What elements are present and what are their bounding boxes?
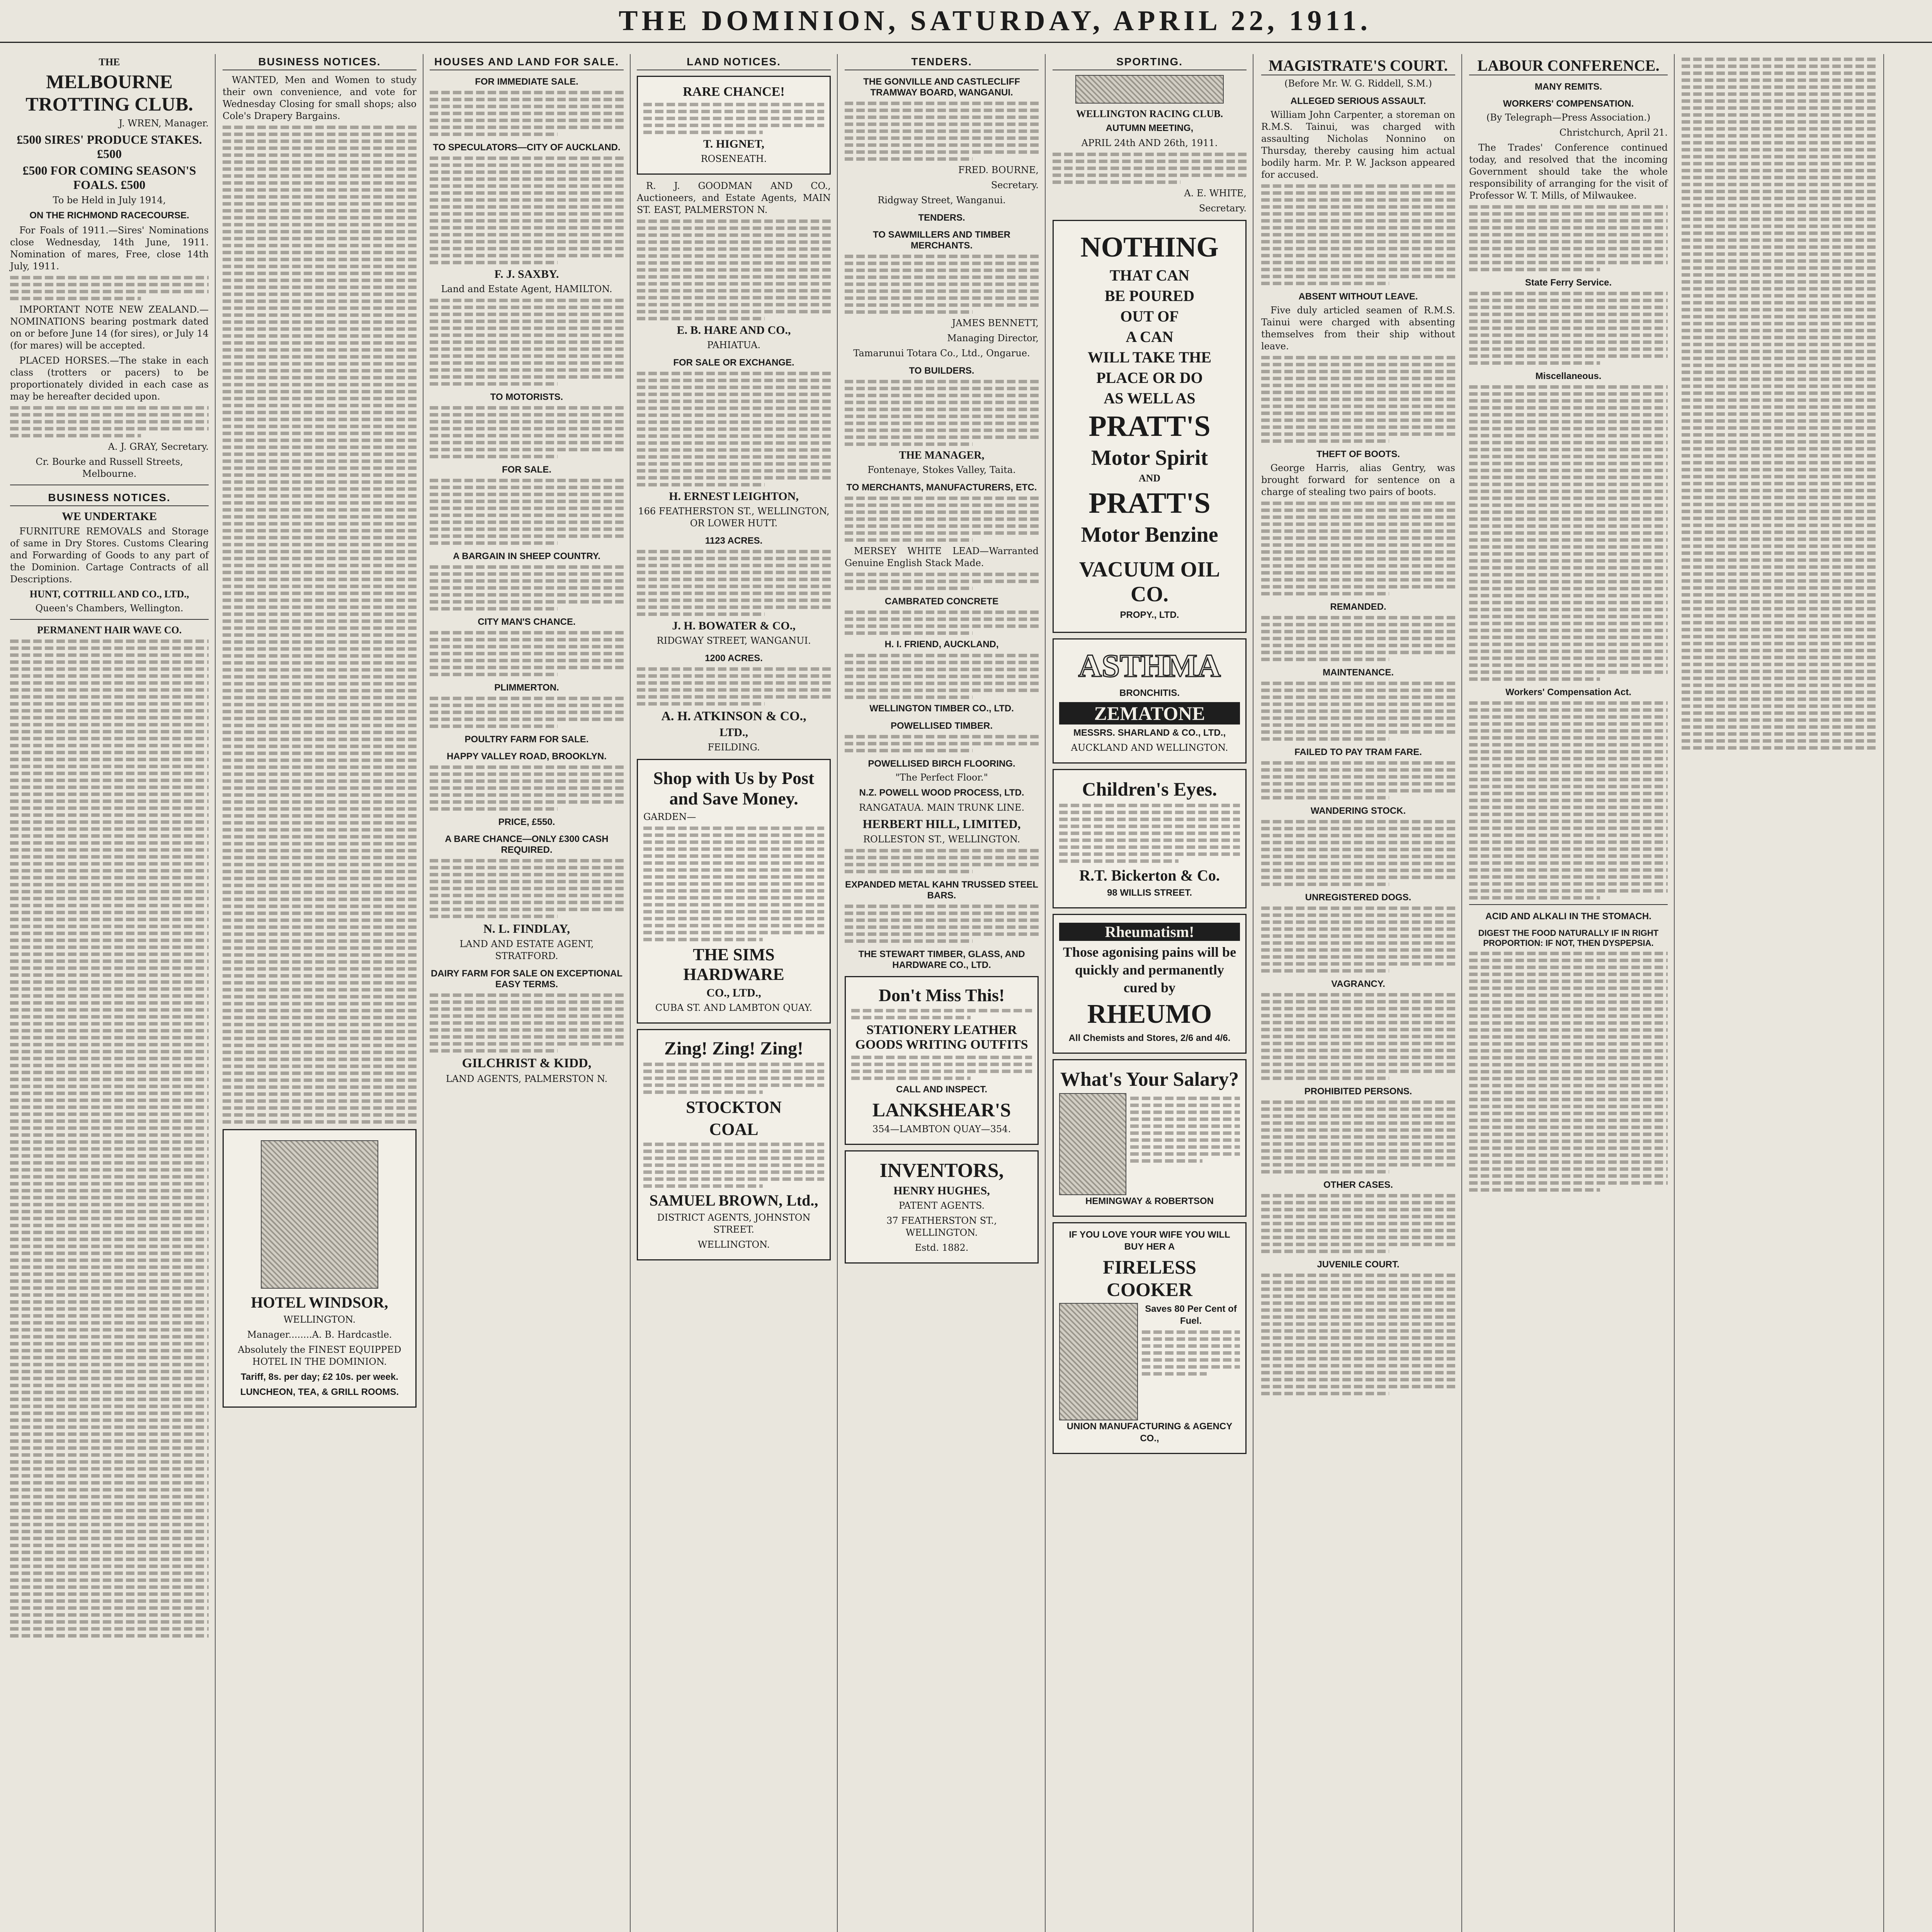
- trotting-body: For Foals of 1911.—Sires' Nominations close Wednesday, 14th June, 1911. Nomination of mares, Free, close 14th July, 1911.: [10, 225, 209, 272]
- bennett-title: Managing Director,: [947, 333, 1039, 344]
- inventors-ad: [845, 1150, 1039, 1264]
- col1-classifieds: [10, 639, 209, 1638]
- timber-merchants: TO SAWMILLERS AND TIMBER MERCHANTS.: [873, 230, 1010, 251]
- coal-text: [643, 1143, 824, 1188]
- col5-block-3: [845, 380, 1039, 446]
- hotel-manager: Manager........A. B. Hardcastle.: [247, 1329, 392, 1340]
- manager-label: THE MANAGER,: [899, 449, 985, 461]
- trotting-club-title: MELBOURNE TROTTING CLUB.: [26, 71, 193, 115]
- stationery-text: [851, 1056, 1032, 1080]
- magistrates-court-header: MAGISTRATE'S COURT.: [1261, 56, 1455, 75]
- court-h8: UNREGISTERED DOGS.: [1305, 892, 1412, 903]
- race-venue: ON THE RICHMOND RACECOURSE.: [29, 210, 189, 221]
- race-date: To be Held in July 1914,: [53, 195, 166, 206]
- col5-block-7: [845, 654, 1039, 699]
- court-text-11: [1261, 1194, 1455, 1253]
- sims-address: CUBA ST. AND LAMBTON QUAY.: [655, 1002, 813, 1013]
- col3-block-11: [430, 993, 624, 1053]
- col4-block-1: [637, 219, 831, 320]
- plimmerton-heading: PLIMMERTON.: [494, 682, 559, 693]
- pratts-copy-line: A CAN: [1126, 328, 1173, 345]
- sporting-header: SPORTING.: [1053, 54, 1247, 70]
- hunt-cottrill: HUNT, COTTRILL AND CO., LTD.,: [29, 588, 189, 600]
- hignet-place: ROSENEATH.: [701, 153, 767, 164]
- racing-club: WELLINGTON RACING CLUB.: [1076, 108, 1223, 119]
- rheumatism-heading: Rheumatism!: [1059, 923, 1240, 941]
- pratts-copy-line: OUT OF: [1120, 308, 1179, 325]
- inventors-heading: INVENTORS,: [879, 1160, 1004, 1182]
- bourne-title: Secretary.: [991, 180, 1039, 190]
- mersey-white-lead: MERSEY WHITE LEAD—Warranted Genuine English Stack Made.: [845, 546, 1039, 568]
- acres-1123: 1123 ACRES.: [705, 536, 763, 546]
- pratts-2: PRATT'S: [1088, 487, 1211, 519]
- hare-place: PAHIATUA.: [707, 340, 761, 350]
- col5-block-4: [845, 497, 1039, 542]
- stationery-heading: STATIONERY LEATHER GOODS WRITING OUTFITS: [855, 1023, 1028, 1052]
- column-2: [216, 54, 423, 1932]
- motor-spirit: Motor Spirit: [1091, 446, 1208, 470]
- powellised-birch: POWELLISED BIRCH FLOORING.: [868, 759, 1015, 769]
- court-h10: PROHIBITED PERSONS.: [1304, 1086, 1412, 1097]
- sims-items: [643, 827, 824, 941]
- court-text-8: [1261, 906, 1455, 973]
- gilchrist-title: LAND AGENTS, PALMERSTON N.: [446, 1073, 608, 1084]
- friend-auckland: H. I. FRIEND, AUCKLAND,: [884, 639, 999, 650]
- col6-block-1: [1053, 153, 1247, 184]
- samuel-brown-city: WELLINGTON.: [697, 1239, 770, 1250]
- speculators-heading: TO SPECULATORS—CITY OF AUCKLAND.: [433, 142, 621, 153]
- motor-benzine: Motor Benzine: [1081, 523, 1218, 547]
- col3-block-4: [430, 406, 624, 458]
- herbert-hill-address: ROLLESTON ST., WELLINGTON.: [863, 834, 1020, 845]
- court-p2: Five duly articled seamen of R.M.S. Tainui were charged with absenting themselves from their ship without leave.: [1261, 305, 1455, 352]
- tenders-header: TENDERS.: [845, 54, 1039, 70]
- hotel-windsor-ad: [223, 1129, 417, 1408]
- samuel-brown-agents: DISTRICT AGENTS, JOHNSTON STREET.: [657, 1212, 811, 1235]
- bourne-address: Ridgway Street, Wanganui.: [878, 195, 1006, 206]
- zing-heading: Zing! Zing! Zing!: [664, 1038, 804, 1059]
- sharland: MESSRS. SHARLAND & CO., LTD.,: [1073, 728, 1226, 738]
- hair-wave-heading: PERMANENT HAIR WAVE CO.: [37, 624, 182, 636]
- asthma-heading: ASTHMA: [1078, 648, 1221, 684]
- masthead: [0, 0, 1932, 43]
- sims-name: THE SIMS HARDWARE: [683, 945, 784, 984]
- workers-comp-act: Workers' Compensation Act.: [1505, 687, 1631, 697]
- saxby-name: F. J. SAXBY.: [494, 268, 559, 281]
- pratts-copy-line: NOTHING: [1080, 231, 1219, 263]
- love-your-wife: IF YOU LOVE YOUR WIFE YOU WILL BUY HER A: [1069, 1230, 1230, 1252]
- bourne-name: FRED. BOURNE,: [958, 165, 1039, 175]
- court-h4: REMANDED.: [1330, 602, 1386, 612]
- lankshear-address: 354—LAMBTON QUAY—354.: [872, 1124, 1011, 1134]
- lankshear-ad: [845, 976, 1039, 1145]
- stockton-name: STOCKTON: [686, 1098, 782, 1117]
- hughes-address: 37 FEATHERSTON ST., WELLINGTON.: [886, 1215, 997, 1238]
- bickerton-name: R.T. Bickerton & Co.: [1079, 867, 1220, 884]
- bare-chance-heading: A BARE CHANCE—ONLY £300 CASH REQUIRED.: [445, 834, 609, 855]
- court-h7: WANDERING STOCK.: [1310, 806, 1406, 816]
- trotting-placed-horses: PLACED HORSES.—The stake in each class (trotters or pacers) to be proportionately divided in each case as may be hereafter decided upon.: [10, 355, 209, 402]
- labour-conference-header: LABOUR CONFERENCE.: [1469, 56, 1668, 75]
- col5-block-9: [845, 849, 1039, 873]
- nz-powell: N.Z. POWELL WOOD PROCESS, LTD.: [859, 787, 1024, 798]
- zing-text: [643, 1063, 824, 1094]
- column-10: [1885, 54, 1932, 1932]
- labour-text-3: [1469, 385, 1668, 681]
- court-h12: JUVENILE COURT.: [1317, 1259, 1400, 1270]
- atkinson-name: A. H. ATKINSON & CO.,: [661, 709, 806, 723]
- col3-block-1: [430, 91, 624, 136]
- prize-line-1: £500 SIRES' PRODUCE STAKES. £500: [17, 133, 202, 161]
- dateline: Christchurch, April 21.: [1559, 127, 1668, 138]
- court-text-5: [1261, 682, 1455, 741]
- court-p3: George Harris, alias Gentry, was brought forward for sentence on a charge of stealing two pairs of boots.: [1261, 463, 1455, 497]
- fireless-saves: Saves 80 Per Cent of Fuel.: [1145, 1304, 1237, 1326]
- business-notices-header-2: BUSINESS NOTICES.: [223, 54, 417, 70]
- rare-chance-title: RARE CHANCE!: [683, 85, 785, 99]
- col5-block-1: [845, 102, 1039, 161]
- gilchrist-name: GILCHRIST & KIDD,: [462, 1056, 592, 1070]
- pratts-copy-line: THAT CAN: [1109, 267, 1190, 284]
- court-h2: ABSENT WITHOUT LEAVE.: [1298, 291, 1418, 302]
- nothing-copy: [1061, 231, 1238, 407]
- col3-block-3: [430, 299, 624, 386]
- before-magistrate: (Before Mr. W. G. Riddell, S.M.): [1284, 78, 1432, 89]
- hunt-address: Queen's Chambers, Wellington.: [35, 603, 184, 614]
- henry-hughes: HENRY HUGHES,: [893, 1184, 990, 1197]
- col5-block-6: [845, 611, 1039, 635]
- city-mans-chance: CITY MAN'S CHANCE.: [478, 617, 576, 627]
- merchants-heading: TO MERCHANTS, MANUFACTURERS, ETC.: [846, 482, 1037, 493]
- happy-valley-heading: HAPPY VALLEY ROAD, BROOKLYN.: [447, 751, 607, 762]
- sheep-country-heading: A BARGAIN IN SHEEP COUNTRY.: [453, 551, 600, 561]
- hare-name: E. B. HARE AND CO.,: [677, 324, 791, 337]
- sims-hardware-ad: [637, 759, 831, 1024]
- rare-chance-text: [643, 103, 824, 134]
- court-text-4: [1261, 616, 1455, 661]
- tenders-subheading: TENDERS.: [918, 213, 965, 223]
- miscellaneous: Miscellaneous.: [1535, 371, 1602, 381]
- hughes-estd: Estd. 1882.: [915, 1242, 969, 1253]
- stewart-timber: THE STEWART TIMBER, GLASS, AND HARDWARE CO., LTD.: [858, 949, 1025, 970]
- rangataua: RANGATAUA. MAIN TRUNK LINE.: [859, 802, 1025, 813]
- salary-ad: [1053, 1059, 1247, 1217]
- pratts-copy-line: PLACE OR DO: [1096, 369, 1203, 386]
- hotel-tariff: Tariff, 8s. per day; £2 10s. per week.: [241, 1372, 398, 1382]
- column-7: [1255, 54, 1462, 1932]
- hotel-name: HOTEL WINDSOR,: [251, 1294, 388, 1311]
- trotting-text-block: [10, 276, 209, 300]
- rheumo-ad: [1053, 914, 1247, 1054]
- dairy-farm-heading: DAIRY FARM FOR SALE ON EXCEPTIONAL EASY TERMS.: [430, 968, 623, 990]
- col4-block-2: [637, 372, 831, 486]
- column-3: [423, 54, 631, 1932]
- cooker-text: [1142, 1330, 1240, 1376]
- pratts-copy-line: WILL TAKE THE: [1087, 349, 1212, 366]
- sims-ltd: CO., LTD.,: [706, 986, 761, 999]
- col4-block-3: [637, 550, 831, 616]
- rheumo-body: Those agonising pains will be quickly and permanently cured by: [1063, 944, 1236, 995]
- col3-block-7: [430, 631, 624, 676]
- col3-block-5: [430, 479, 624, 545]
- col3-block-2: [430, 156, 624, 264]
- fireless-cooker: FIRELESS COOKER: [1103, 1256, 1196, 1300]
- salary-text: [1130, 1093, 1240, 1192]
- zematone-ad: [1053, 638, 1247, 764]
- court-text-12: [1261, 1274, 1455, 1395]
- findlay-title: LAND AND ESTATE AGENT, STRATFORD.: [459, 939, 594, 961]
- findlay-name: N. L. FINDLAY,: [483, 922, 570, 935]
- column-5: [838, 54, 1046, 1932]
- digest-food: DIGEST THE FOOD NATURALLY IF IN RIGHT PROPORTION: IF NOT, THEN DYSPEPSIA.: [1478, 928, 1659, 948]
- hotel-illustration: [261, 1140, 378, 1289]
- hignet-name: T. HIGNET,: [703, 138, 765, 150]
- court-h5: MAINTENANCE.: [1323, 667, 1394, 678]
- business-notices-header: BUSINESS NOTICES.: [10, 490, 209, 506]
- rheumo-stockists: All Chemists and Stores, 2/6 and 4/6.: [1068, 1033, 1231, 1043]
- trotting-manager: J. WREN, Manager.: [119, 118, 209, 129]
- court-h9: VAGRANCY.: [1331, 979, 1385, 989]
- column-4: [631, 54, 838, 1932]
- union-manufacturing: UNION MANUFACTURING & AGENCY CO.,: [1066, 1421, 1233, 1444]
- atkinson-ltd: LTD.,: [719, 726, 748, 739]
- court-p1: William John Carpenter, a storeman on R.M.S. Tainui, was charged with assaulting Nicholas Nonnino on Thursday, thereby causing him actual bodily harm. Mr. P. W. Jackson appeared for accused.: [1261, 109, 1455, 180]
- hotel-luncheon: LUNCHEON, TEA, & GRILL ROOMS.: [240, 1387, 399, 1397]
- column-6: [1046, 54, 1253, 1932]
- court-text-2: [1261, 356, 1455, 443]
- court-h3: THEFT OF BOOTS.: [1316, 449, 1400, 459]
- col3-block-9: [430, 765, 624, 811]
- rare-chance-ad: [637, 76, 831, 175]
- whats-your-salary: What's Your Salary?: [1060, 1068, 1239, 1090]
- motorists-heading: TO MOTORISTS.: [490, 392, 563, 402]
- newspaper-title: THE DOMINION, SATURDAY, APRIL 22, 1911.: [619, 5, 1371, 37]
- stockton-coal-ad: [637, 1029, 831, 1260]
- meeting-dates: APRIL 24th AND 26th, 1911.: [1081, 138, 1218, 148]
- pratts-1: PRATT'S: [1088, 410, 1211, 442]
- and-label: AND: [1138, 473, 1161, 484]
- patent-agents: PATENT AGENTS.: [898, 1200, 985, 1211]
- acid-alkali: ACID AND ALKALI IN THE STOMACH.: [1485, 911, 1651, 922]
- leighton-address: 166 FEATHERSTON ST., WELLINGTON, OR LOWER HUTT.: [638, 506, 830, 529]
- many-remits: MANY REMITS.: [1534, 82, 1602, 92]
- for-sale-heading: FOR SALE.: [502, 464, 551, 475]
- col3-block-10: [430, 859, 624, 918]
- dont-miss-text: [851, 1009, 1032, 1019]
- bickerton-address: 98 WILLIS STREET.: [1107, 888, 1192, 898]
- dont-miss-this: Don't Miss This!: [878, 985, 1005, 1005]
- pratts-ad: [1053, 220, 1247, 633]
- column-8: [1463, 54, 1675, 1932]
- labour-text-5: [1469, 952, 1668, 1192]
- rheumo-name: RHEUMO: [1087, 999, 1212, 1029]
- perfect-floor: "The Perfect Floor.": [895, 772, 988, 783]
- col9-text: [1682, 58, 1877, 750]
- wanted-ad: WANTED, Men and Women to study their own convenience, and vote for Wednesday Closing for small shops; also Cole's Drapery Bargains.: [223, 75, 417, 121]
- trotting-signature: A. J. GRAY, Secretary.: [108, 441, 209, 452]
- trotting-text-block-2: [10, 406, 209, 437]
- column-9: [1675, 54, 1884, 1932]
- powellised-timber: POWELLISED TIMBER.: [891, 721, 993, 731]
- goodman-ad: R. J. GOODMAN AND CO., Auctioneers, and Estate Agents, MAIN ST. EAST, PALMERSTON N.: [637, 180, 831, 215]
- cambrated-concrete: CAMBRATED CONCRETE: [884, 596, 999, 607]
- col2-classifieds: [223, 126, 417, 1124]
- court-text-6: [1261, 761, 1455, 799]
- bowater-address: RIDGWAY STREET, WANGANUI.: [656, 635, 811, 646]
- labour-text-2: [1469, 292, 1668, 365]
- price-line: PRICE, £550.: [498, 817, 555, 827]
- tramway-board: THE GONVILLE AND CASTLECLIFF TRAMWAY BOARD, WANGANUI.: [863, 77, 1020, 98]
- land-notices-header: LAND NOTICES.: [637, 54, 831, 70]
- col5-block-8: [845, 735, 1039, 752]
- hotel-note: Absolutely the FINEST EQUIPPED HOTEL IN THE DOMINION.: [238, 1344, 401, 1367]
- col5-block-5: [845, 573, 1039, 590]
- herbert-hill: HERBERT HILL, LIMITED,: [862, 817, 1021, 831]
- labour-text-1: [1469, 205, 1668, 271]
- expanded-metal: EXPANDED METAL KAHN TRUSSED STEEL BARS.: [845, 879, 1039, 901]
- houses-land-header: HOUSES AND LAND FOR SALE.: [430, 54, 624, 70]
- shop-by-post: Shop with Us by Post and Save Money.: [653, 768, 815, 808]
- bronchitis: BRONCHITIS.: [1119, 688, 1180, 698]
- trotting-important-note: IMPORTANT NOTE NEW ZEALAND.—NOMINATIONS bearing postmark dated on or before June 14 (for sires), or July 14 (for mares) will be accepted.: [10, 304, 209, 351]
- col5-block-10: [845, 905, 1039, 943]
- trotting-pre: THE: [99, 56, 120, 68]
- sharland-cities: AUCKLAND AND WELLINGTON.: [1071, 742, 1228, 753]
- salary-illustration: [1059, 1093, 1126, 1195]
- col4-block-4: [637, 667, 831, 706]
- hemingway: HEMINGWAY & ROBERTSON: [1085, 1196, 1214, 1206]
- cooker-illustration: [1059, 1303, 1138, 1420]
- call-inspect: CALL AND INSPECT.: [896, 1084, 987, 1095]
- white-title: Secretary.: [1199, 203, 1247, 214]
- press-byline: (By Telegraph—Press Association.): [1486, 112, 1651, 123]
- racing-club-emblem: [1075, 75, 1224, 104]
- bickerton-ad: [1053, 769, 1247, 908]
- state-ferry: State Ferry Service.: [1525, 277, 1612, 288]
- manager-address: Fontenaye, Stokes Valley, Taita.: [867, 464, 1016, 475]
- court-text-3: [1261, 502, 1455, 595]
- atkinson-place: FEILDING.: [707, 742, 760, 753]
- court-text-9: [1261, 993, 1455, 1080]
- undertake-heading: WE UNDERTAKE: [62, 510, 157, 523]
- undertake-body: FURNITURE REMOVALS and Storage of same in Dry Stores. Customs Clearing and Forwarding of Goods to any part of the Dominion. Cartage Contracts of all Descriptions.: [10, 526, 209, 585]
- wellington-timber: WELLINGTON TIMBER CO., LTD.: [869, 703, 1014, 714]
- acres-1200: 1200 ACRES.: [705, 653, 763, 663]
- vacuum-propy: PROPY., LTD.: [1120, 610, 1179, 620]
- court-h11: OTHER CASES.: [1323, 1180, 1393, 1190]
- leighton-name: H. ERNEST LEIGHTON,: [669, 490, 799, 503]
- lankshear-name: LANKSHEAR'S: [872, 1099, 1011, 1121]
- white-name: A. E. WHITE,: [1184, 188, 1247, 199]
- tamarunui: Tamarunui Totara Co., Ltd., Ongarue.: [853, 348, 1030, 359]
- court-text-10: [1261, 1100, 1455, 1173]
- workers-compensation: WORKERS' COMPENSATION.: [1503, 99, 1634, 109]
- sale-exchange-heading: FOR SALE OR EXCHANGE.: [673, 357, 794, 368]
- court-h1: ALLEGED SERIOUS ASSAULT.: [1290, 96, 1426, 106]
- col3-block-6: [430, 565, 624, 611]
- trotting-address: Cr. Bourke and Russell Streets, Melbourne.: [36, 456, 183, 479]
- labour-p1: The Trades' Conference continued today, and resolved that the incoming Government should take the whole responsibility of arranging for the visit of Professor W. T. Mills, of Milwaukee.: [1469, 142, 1668, 201]
- bowater-name: J. H. BOWATER & CO.,: [672, 619, 796, 632]
- court-text-7: [1261, 820, 1455, 886]
- labour-text-4: [1469, 701, 1668, 900]
- court-text-1: [1261, 184, 1455, 285]
- coal-label: COAL: [709, 1120, 759, 1139]
- poultry-farm-heading: POULTRY FARM FOR SALE.: [464, 734, 589, 745]
- pratts-copy-line: BE POURED: [1104, 287, 1195, 304]
- autumn-meeting: AUTUMN MEETING,: [1105, 123, 1194, 133]
- col5-block-2: [845, 255, 1039, 314]
- fireless-cooker-ad: [1053, 1222, 1247, 1454]
- builders-heading: TO BUILDERS.: [909, 366, 975, 376]
- column-1: [4, 54, 216, 1932]
- zematone-name: ZEMATONE: [1059, 702, 1240, 724]
- vacuum-oil: VACUUM OIL CO.: [1079, 558, 1220, 606]
- saxby-title: Land and Estate Agent, HAMILTON.: [441, 284, 612, 294]
- court-h6: FAILED TO PAY TRAM FARE.: [1294, 747, 1422, 757]
- garden-label: GARDEN—: [643, 811, 696, 822]
- bennett-name: JAMES BENNETT,: [952, 318, 1039, 328]
- prize-line-2: £500 FOR COMING SEASON'S FOALS. £500: [22, 163, 196, 192]
- pratts-copy-line: AS WELL AS: [1104, 389, 1196, 407]
- immediate-sale: FOR IMMEDIATE SALE.: [475, 77, 578, 87]
- col3-block-8: [430, 697, 624, 728]
- samuel-brown: SAMUEL BROWN, Ltd.,: [649, 1192, 818, 1209]
- childrens-eyes: Children's Eyes.: [1082, 778, 1217, 800]
- eyes-text: [1059, 804, 1240, 863]
- hotel-city: WELLINGTON.: [283, 1314, 356, 1325]
